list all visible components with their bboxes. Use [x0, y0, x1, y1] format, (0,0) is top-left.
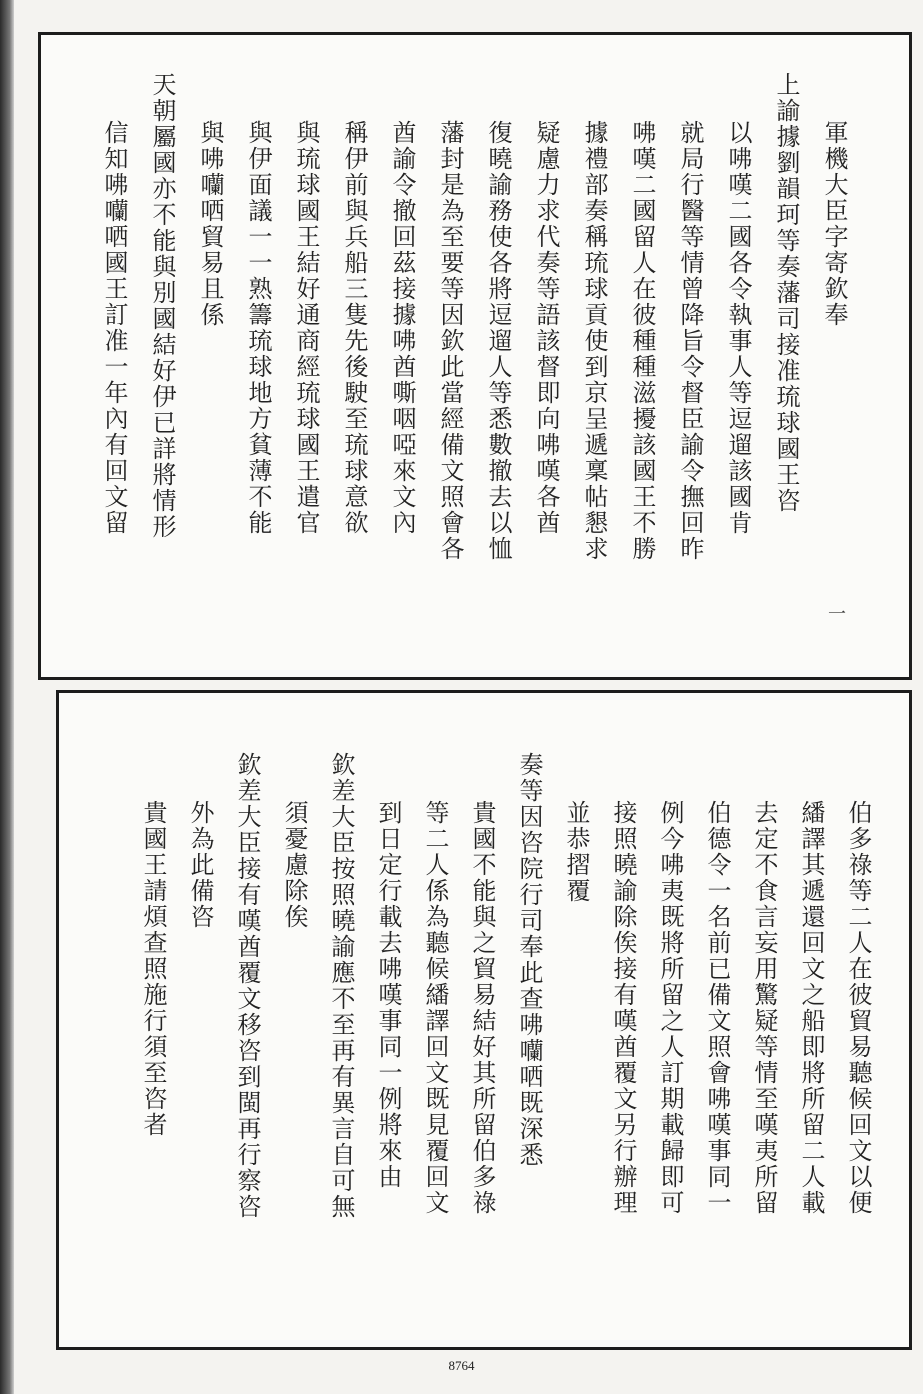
top-panel-text-column: 上諭據劉韻珂等奏藩司接准琉球國王咨	[772, 72, 800, 514]
bottom-panel-text-column: 例今咈夷既將所留之人訂期載歸即可	[656, 800, 684, 1216]
bottom-panel-text-column: 外為此備咨	[186, 800, 214, 930]
bottom-panel-text-column: 繙譯其遞還回文之船即將所留二人載	[797, 800, 825, 1216]
bottom-panel-text-column: 欽差大臣接有嘆酋覆文移咨到閩再行察咨	[233, 752, 261, 1220]
bottom-panel-text-column: 伯德令一名前已備文照會咈嘆事同一	[703, 800, 731, 1216]
bottom-panel-text-column: 貴國不能與之貿易結好其所留伯多祿	[468, 800, 496, 1216]
top-panel-text-column: 藩封是為至要等因欽此當經備文照會各	[436, 120, 464, 562]
bottom-panel-text-column: 等二人係為聽候繙譯回文既見覆回文	[421, 800, 449, 1216]
top-panel-text-column: 與琉球國王結好通商經琉球國王遣官	[292, 120, 320, 536]
top-panel-text-column: 據禮部奏稱琉球貢使到京呈遞稟帖懇求	[580, 120, 608, 562]
bottom-panel-text-column: 奏等因咨院行司奉此查咈囒哂既深悉	[515, 752, 543, 1168]
top-panel-text-column: 軍機大臣字寄欽奉	[820, 120, 848, 328]
bottom-panel-text-column: 須憂慮除俟	[280, 800, 308, 930]
top-panel-text-column: 疑慮力求代奏等語該督即向咈嘆各酋	[532, 120, 560, 536]
bottom-panel-text-column: 貴國王請煩查照施行須至咨者	[139, 800, 167, 1138]
top-panel-text-column: 酋諭令撤回茲接據咈酋嘶咽啞來文內	[388, 120, 416, 536]
top-panel-text-column: 與伊面議一一熟籌琉球地方貧薄不能	[244, 120, 272, 536]
bottom-panel-text-column: 伯多祿等二人在彼貿易聽候回文以便	[844, 800, 872, 1216]
bottom-panel-text-column: 並恭摺覆	[562, 800, 590, 904]
top-panel-text-column: 信知咈囒哂國王訂准一年內有回文留	[100, 120, 128, 536]
book-binding-shadow	[0, 0, 14, 1394]
top-panel-text-column: 就局行醫等情曾降旨令督臣諭令撫回昨	[676, 120, 704, 562]
bottom-panel-text-column: 到日定行載去咈嘆事同一例將來由	[374, 800, 402, 1190]
bottom-panel-text-column: 欽差大臣按照曉諭應不至再有異言自可無	[327, 752, 355, 1220]
folio-mark: 一	[828, 604, 846, 624]
bottom-panel-text-column: 去定不食言妄用驚疑等情至嘆夷所留	[750, 800, 778, 1216]
bottom-panel-text-column: 接照曉諭除俟接有嘆酋覆文另行辦理	[609, 800, 637, 1216]
top-panel-text-column: 與咈囒哂貿易且係	[196, 120, 224, 328]
page-number: 8764	[448, 1358, 475, 1373]
top-panel-text-column: 以咈嘆二國各令執事人等逗遛該國肯	[724, 120, 752, 536]
top-panel-text-column: 稱伊前與兵船三隻先後駛至琉球意欲	[340, 120, 368, 536]
top-panel-text-column: 復曉諭務使各將逗遛人等悉數撤去以恤	[484, 120, 512, 562]
top-panel-text-column: 咈嘆二國留人在彼種種滋擾該國王不勝	[628, 120, 656, 562]
top-panel-text-column: 天朝屬國亦不能與別國結好伊已詳將情形	[148, 72, 176, 540]
